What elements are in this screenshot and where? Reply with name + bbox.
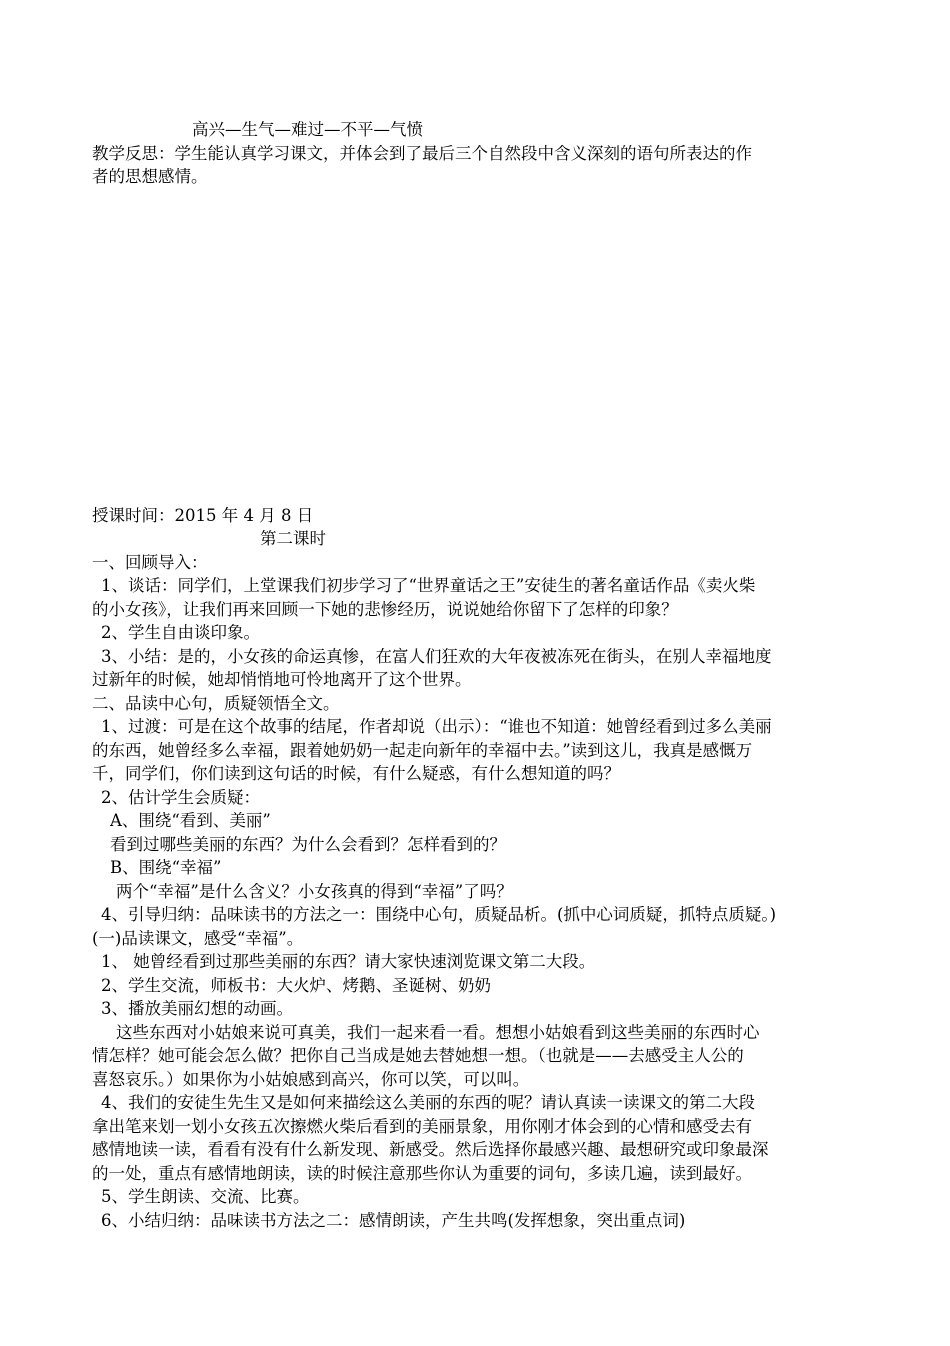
- paragraph-line: A、围绕“看到、美丽”: [110, 811, 271, 830]
- teaching-reflection-line: 者的思想感情。: [92, 167, 208, 186]
- paragraph-line: 的东西，她曾经多么幸福，跟着她奶奶一起走向新年的幸福中去。”读到这儿，我真是感慨万: [92, 740, 753, 760]
- paragraph-line: 2、学生交流，师板书：大火炉、烤鹅、圣诞树、奶奶: [101, 975, 491, 995]
- paragraph-line: 2、估计学生会质疑：: [101, 787, 260, 807]
- teaching-reflection-line: 教学反思：学生能认真学习课文，并体会到了最后三个自然段中含义深刻的语句所表达的作: [92, 143, 752, 163]
- paragraph-line: 千，同学们，你们读到这句话的时候，有什么疑惑，有什么想知道的吗？: [92, 764, 620, 783]
- paragraph-line: 3、小结：是的，小女孩的命运真惨，在富人们狂欢的大年夜被冻死在街头，在别人幸福地度: [101, 646, 772, 666]
- paragraph-line: 的一处，重点有感情地朗读，读的时候注意那些你认为重要的词句，多读几遍，读到最好。: [92, 1163, 752, 1183]
- paragraph-line: 拿出笔来划一划小女孩五次擦燃火柴后看到的美丽景象，用你刚才体会到的心情和感受去有: [92, 1116, 752, 1136]
- paragraph-line: 的小女孩》，让我们再来回顾一下她的悲惨经历，说说她给你留下了怎样的印象？: [92, 599, 678, 619]
- paragraph-line: 两个“幸福”是什么含义？小女孩真的得到“幸福”了吗？: [116, 881, 513, 901]
- paragraph-line: 看到过哪些美丽的东西？为什么会看到？怎样看到的？: [110, 834, 506, 854]
- paragraph-line: 感情地读一读，看看有没有什么新发现、新感受。然后选择你最感兴趣、最想研究或印象最深: [92, 1140, 769, 1159]
- paragraph-line: 5、学生朗读、交流、比赛。: [101, 1187, 310, 1206]
- paragraph-line: B、围绕“幸福”: [110, 858, 222, 877]
- paragraph-line: 4、引导归纳：品味读书的方法之一：围绕中心句，质疑品析。(抓中心词质疑，抓特点质疑。): [101, 905, 777, 924]
- section-heading: 二、品读中心句，质疑领悟全文。: [92, 693, 340, 713]
- emotion-chain: 高兴—生气—难过—不平—气愤: [192, 120, 423, 139]
- blank-space: [92, 189, 862, 504]
- subsection-heading: (一)品读课文，感受“幸福”。: [92, 928, 304, 948]
- paragraph-line: 情怎样？她可能会怎么做？把你自己当成是她去替她想一想。（也就是——去感受主人公的: [92, 1046, 744, 1065]
- paragraph-line: 这些东西对小姑娘来说可真美，我们一起来看一看。想想小姑娘看到这些美丽的东西时心: [116, 1022, 760, 1042]
- paragraph-line: 过新年的时候，她却悄悄地可怜地离开了这个世界。: [92, 670, 472, 689]
- paragraph-line: 6、小结归纳：品味读书方法之二：感情朗读，产生共鸣(发挥想象，突出重点词): [101, 1210, 686, 1230]
- lesson-title: 第二课时: [260, 529, 326, 548]
- paragraph-line: 1、 她曾经看到过那些美丽的东西？请大家快速浏览课文第二大段。: [101, 952, 596, 971]
- lesson-time: 授课时间：2015 年 4 月 8 日: [92, 505, 314, 525]
- paragraph-line: 2、学生自由谈印象。: [101, 623, 260, 642]
- document-page: [92, 118, 862, 1232]
- section-heading: 一、回顾导入：: [92, 552, 208, 572]
- paragraph-line: 4、我们的安徒生先生又是如何来描绘这么美丽的东西的呢？请认真读一读课文的第二大段: [101, 1093, 755, 1112]
- paragraph-line: 喜怒哀乐。）如果你为小姑娘感到高兴，你可以笑，可以叫。: [92, 1069, 530, 1089]
- paragraph-line: 3、播放美丽幻想的动画。: [101, 999, 293, 1018]
- paragraph-line: 1、过渡：可是在这个故事的结尾，作者却说（出示）：“谁也不知道：她曾经看到过多么美丽: [101, 717, 772, 736]
- paragraph-line: 1、谈话：同学们，上堂课我们初步学习了“世界童话之王”安徒生的著名童话作品《卖火柴: [101, 576, 756, 595]
